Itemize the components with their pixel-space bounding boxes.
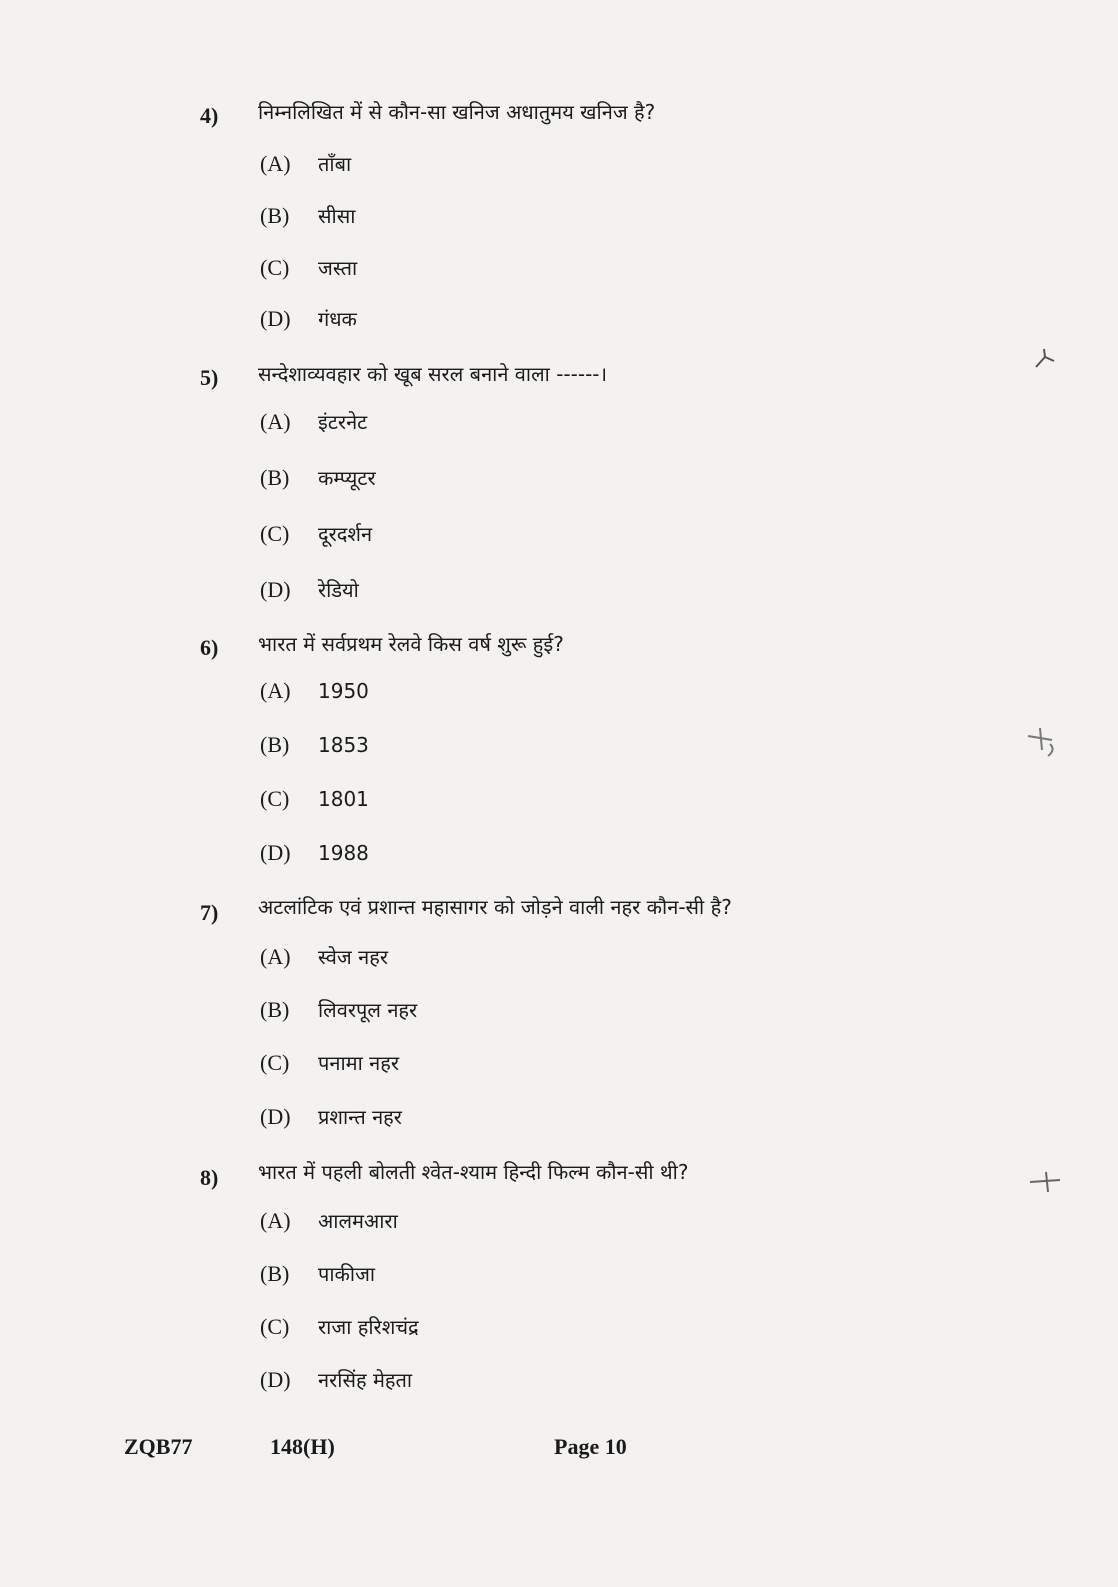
option-letter: (B) <box>260 732 290 757</box>
option-a <box>260 943 388 973</box>
option-c <box>260 1049 399 1079</box>
question-text: अटलांटिक एवं प्रशान्त महासागर को जोड़ने वाली नहर कौन-सी है? <box>258 895 732 919</box>
option-letter: (A) <box>260 151 291 176</box>
option-d <box>260 576 359 606</box>
option-c <box>260 520 372 550</box>
option-letter: (A) <box>260 678 291 703</box>
option-letter: (B) <box>260 997 290 1022</box>
option-letter: (C) <box>260 1050 290 1075</box>
option-b <box>260 464 376 494</box>
option-text: पाकीजा <box>318 1262 376 1286</box>
option-text: ताँबा <box>318 152 352 176</box>
option-letter: (B) <box>260 1261 290 1286</box>
option-letter: (C) <box>260 255 290 280</box>
option-text: इंटरनेट <box>318 410 368 434</box>
option-letter: (D) <box>260 840 291 865</box>
option-c <box>260 786 369 816</box>
question-text: भारत में सर्वप्रथम रेलवे किस वर्ष शुरू हुई? <box>258 632 564 656</box>
option-text: प्रशान्त नहर <box>318 1105 402 1129</box>
question-number: 7) <box>200 900 219 925</box>
option-text: सीसा <box>318 204 356 228</box>
option-b <box>260 732 369 762</box>
question-text: निम्नलिखित में से कौन-सा खनिज अधातुमय खनिज है? <box>258 100 656 124</box>
footer-code: ZQB77 <box>124 1434 193 1459</box>
option-letter: (C) <box>260 521 290 546</box>
option-letter: (D) <box>260 1104 291 1129</box>
option-letter: (D) <box>260 306 291 331</box>
option-text: दूरदर्शन <box>318 522 373 546</box>
question-number: 4) <box>200 103 219 128</box>
option-text: जस्ता <box>318 256 358 280</box>
option-b <box>260 1260 375 1290</box>
option-b <box>260 202 355 232</box>
option-text: पनामा नहर <box>318 1051 400 1075</box>
question-number: 6) <box>200 635 219 660</box>
option-text: स्वेज नहर <box>318 945 388 969</box>
option-letter: (A) <box>260 1208 291 1233</box>
option-d <box>260 305 357 335</box>
option-text: नरसिंह मेहता <box>318 1368 413 1392</box>
option-text: आलमआरा <box>318 1209 398 1233</box>
footer-page-number: Page 10 <box>554 1434 627 1459</box>
option-text: कम्प्यूटर <box>318 466 376 490</box>
option-c <box>260 1313 419 1343</box>
option-c <box>260 254 357 284</box>
option-d <box>260 840 369 870</box>
option-letter: (D) <box>260 1367 291 1392</box>
option-a <box>260 150 351 180</box>
option-text: राजा हरिशचंद्र <box>318 1315 419 1339</box>
question-text: भारत में पहली बोलती श्वेत-श्याम हिन्दी फिल्म कौन-सी थी? <box>258 1160 689 1184</box>
option-letter: (C) <box>260 786 290 811</box>
question-number: 8) <box>200 1165 219 1190</box>
option-text: गंधक <box>318 307 357 331</box>
footer-paper-number: 148(H) <box>270 1434 335 1459</box>
punch-mark-icon <box>1030 345 1060 375</box>
option-a <box>260 678 369 708</box>
punch-mark-icon <box>1022 720 1062 760</box>
option-text: 1988 <box>318 841 369 865</box>
option-letter: (D) <box>260 577 291 602</box>
question-number: 5) <box>200 365 219 390</box>
option-a <box>260 1207 398 1237</box>
option-letter: (C) <box>260 1314 290 1339</box>
option-letter: (B) <box>260 465 290 490</box>
option-letter: (A) <box>260 409 291 434</box>
option-text: 1950 <box>318 679 369 703</box>
punch-mark-icon <box>1026 1160 1066 1200</box>
option-letter: (A) <box>260 944 291 969</box>
option-text: रेडियो <box>318 578 359 602</box>
option-b <box>260 996 417 1026</box>
question-text: सन्देशाव्यवहार को खूब सरल बनाने वाला ------। <box>258 362 608 386</box>
option-a <box>260 408 367 438</box>
option-text: 1801 <box>318 787 369 811</box>
option-text: लिवरपूल नहर <box>318 998 418 1022</box>
option-d <box>260 1103 402 1133</box>
option-letter: (B) <box>260 203 290 228</box>
option-text: 1853 <box>318 733 369 757</box>
option-d <box>260 1366 412 1396</box>
